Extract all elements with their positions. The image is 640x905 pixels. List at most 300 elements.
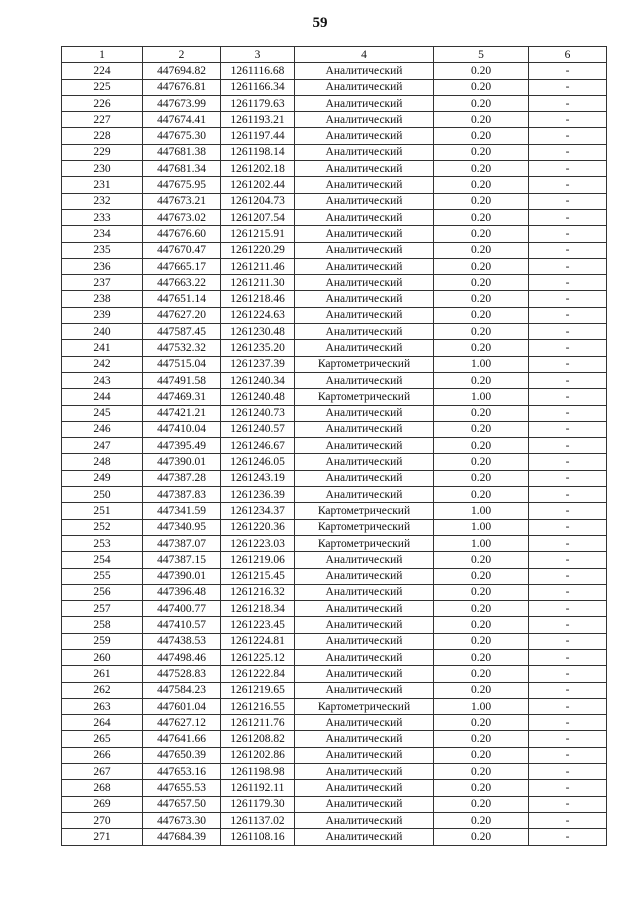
y-coordinate-cell: 1261246.05 bbox=[221, 454, 295, 470]
accuracy-cell: 0.20 bbox=[434, 829, 529, 845]
point-number-cell: 260 bbox=[62, 649, 143, 665]
accuracy-cell: 0.20 bbox=[434, 438, 529, 454]
y-coordinate-cell: 1261225.12 bbox=[221, 649, 295, 665]
x-coordinate-cell: 447515.04 bbox=[143, 356, 221, 372]
table-row bbox=[62, 552, 607, 568]
note-cell: - bbox=[529, 487, 607, 503]
point-number-cell: 248 bbox=[62, 454, 143, 470]
accuracy-cell: 0.20 bbox=[434, 405, 529, 421]
column-header-3: 3 bbox=[221, 47, 295, 63]
table-row bbox=[62, 340, 607, 356]
note-cell: - bbox=[529, 682, 607, 698]
accuracy-cell: 0.20 bbox=[434, 340, 529, 356]
table-row bbox=[62, 470, 607, 486]
table-row bbox=[62, 780, 607, 796]
method-cell: Аналитический bbox=[295, 307, 434, 323]
accuracy-cell: 0.20 bbox=[434, 552, 529, 568]
method-cell: Аналитический bbox=[295, 128, 434, 144]
column-header-5: 5 bbox=[434, 47, 529, 63]
y-coordinate-cell: 1261215.91 bbox=[221, 226, 295, 242]
point-number-cell: 247 bbox=[62, 438, 143, 454]
table-row bbox=[62, 617, 607, 633]
method-cell: Аналитический bbox=[295, 617, 434, 633]
table-row bbox=[62, 503, 607, 519]
method-cell: Аналитический bbox=[295, 209, 434, 225]
y-coordinate-cell: 1261220.36 bbox=[221, 519, 295, 535]
accuracy-cell: 1.00 bbox=[434, 519, 529, 535]
accuracy-cell: 0.20 bbox=[434, 177, 529, 193]
accuracy-cell: 0.20 bbox=[434, 275, 529, 291]
x-coordinate-cell: 447438.53 bbox=[143, 633, 221, 649]
y-coordinate-cell: 1261202.86 bbox=[221, 747, 295, 763]
x-coordinate-cell: 447673.02 bbox=[143, 209, 221, 225]
y-coordinate-cell: 1261202.18 bbox=[221, 161, 295, 177]
note-cell: - bbox=[529, 568, 607, 584]
point-number-cell: 239 bbox=[62, 307, 143, 323]
point-number-cell: 268 bbox=[62, 780, 143, 796]
note-cell: - bbox=[529, 731, 607, 747]
method-cell: Картометрический bbox=[295, 535, 434, 551]
table-row bbox=[62, 128, 607, 144]
accuracy-cell: 0.20 bbox=[434, 161, 529, 177]
table-row bbox=[62, 519, 607, 535]
x-coordinate-cell: 447387.07 bbox=[143, 535, 221, 551]
accuracy-cell: 0.20 bbox=[434, 812, 529, 828]
point-number-cell: 256 bbox=[62, 584, 143, 600]
accuracy-cell: 0.20 bbox=[434, 307, 529, 323]
point-number-cell: 259 bbox=[62, 633, 143, 649]
method-cell: Картометрический bbox=[295, 503, 434, 519]
table-row bbox=[62, 649, 607, 665]
table-row bbox=[62, 698, 607, 714]
note-cell: - bbox=[529, 470, 607, 486]
x-coordinate-cell: 447627.20 bbox=[143, 307, 221, 323]
y-coordinate-cell: 1261192.11 bbox=[221, 780, 295, 796]
point-number-cell: 241 bbox=[62, 340, 143, 356]
accuracy-cell: 0.20 bbox=[434, 63, 529, 79]
x-coordinate-cell: 447469.31 bbox=[143, 389, 221, 405]
table-row bbox=[62, 307, 607, 323]
method-cell: Аналитический bbox=[295, 242, 434, 258]
table-row bbox=[62, 796, 607, 812]
method-cell: Аналитический bbox=[295, 177, 434, 193]
method-cell: Аналитический bbox=[295, 291, 434, 307]
y-coordinate-cell: 1261234.37 bbox=[221, 503, 295, 519]
table-row bbox=[62, 291, 607, 307]
table-row bbox=[62, 372, 607, 388]
point-number-cell: 250 bbox=[62, 487, 143, 503]
x-coordinate-cell: 447670.47 bbox=[143, 242, 221, 258]
accuracy-cell: 0.20 bbox=[434, 715, 529, 731]
y-coordinate-cell: 1261230.48 bbox=[221, 324, 295, 340]
note-cell: - bbox=[529, 780, 607, 796]
table-row bbox=[62, 454, 607, 470]
x-coordinate-cell: 447674.41 bbox=[143, 112, 221, 128]
note-cell: - bbox=[529, 829, 607, 845]
point-number-cell: 228 bbox=[62, 128, 143, 144]
x-coordinate-cell: 447684.39 bbox=[143, 829, 221, 845]
table-row bbox=[62, 666, 607, 682]
y-coordinate-cell: 1261179.30 bbox=[221, 796, 295, 812]
x-coordinate-cell: 447657.50 bbox=[143, 796, 221, 812]
method-cell: Картометрический bbox=[295, 519, 434, 535]
method-cell: Аналитический bbox=[295, 747, 434, 763]
note-cell: - bbox=[529, 209, 607, 225]
method-cell: Аналитический bbox=[295, 666, 434, 682]
accuracy-cell: 0.20 bbox=[434, 568, 529, 584]
point-number-cell: 234 bbox=[62, 226, 143, 242]
method-cell: Аналитический bbox=[295, 780, 434, 796]
method-cell: Картометрический bbox=[295, 698, 434, 714]
point-number-cell: 243 bbox=[62, 372, 143, 388]
x-coordinate-cell: 447676.60 bbox=[143, 226, 221, 242]
note-cell: - bbox=[529, 275, 607, 291]
x-coordinate-cell: 447650.39 bbox=[143, 747, 221, 763]
y-coordinate-cell: 1261198.14 bbox=[221, 144, 295, 160]
method-cell: Аналитический bbox=[295, 438, 434, 454]
table-row bbox=[62, 112, 607, 128]
x-coordinate-cell: 447663.22 bbox=[143, 275, 221, 291]
point-number-cell: 230 bbox=[62, 161, 143, 177]
x-coordinate-cell: 447675.95 bbox=[143, 177, 221, 193]
accuracy-cell: 0.20 bbox=[434, 291, 529, 307]
point-number-cell: 233 bbox=[62, 209, 143, 225]
table-row bbox=[62, 747, 607, 763]
note-cell: - bbox=[529, 242, 607, 258]
column-header-2: 2 bbox=[143, 47, 221, 63]
x-coordinate-cell: 447665.17 bbox=[143, 258, 221, 274]
table-row bbox=[62, 258, 607, 274]
method-cell: Аналитический bbox=[295, 144, 434, 160]
accuracy-cell: 0.20 bbox=[434, 128, 529, 144]
y-coordinate-cell: 1261211.30 bbox=[221, 275, 295, 291]
x-coordinate-cell: 447410.57 bbox=[143, 617, 221, 633]
y-coordinate-cell: 1261218.34 bbox=[221, 601, 295, 617]
y-coordinate-cell: 1261197.44 bbox=[221, 128, 295, 144]
method-cell: Аналитический bbox=[295, 487, 434, 503]
accuracy-cell: 1.00 bbox=[434, 698, 529, 714]
coordinates-table bbox=[61, 46, 607, 846]
x-coordinate-cell: 447387.83 bbox=[143, 487, 221, 503]
note-cell: - bbox=[529, 617, 607, 633]
table-row bbox=[62, 584, 607, 600]
point-number-cell: 263 bbox=[62, 698, 143, 714]
accuracy-cell: 1.00 bbox=[434, 356, 529, 372]
accuracy-cell: 0.20 bbox=[434, 421, 529, 437]
method-cell: Аналитический bbox=[295, 649, 434, 665]
table-row bbox=[62, 79, 607, 95]
y-coordinate-cell: 1261216.32 bbox=[221, 584, 295, 600]
note-cell: - bbox=[529, 812, 607, 828]
x-coordinate-cell: 447673.30 bbox=[143, 812, 221, 828]
x-coordinate-cell: 447395.49 bbox=[143, 438, 221, 454]
table-body bbox=[62, 63, 607, 845]
y-coordinate-cell: 1261240.34 bbox=[221, 372, 295, 388]
table-row bbox=[62, 715, 607, 731]
x-coordinate-cell: 447681.38 bbox=[143, 144, 221, 160]
note-cell: - bbox=[529, 715, 607, 731]
accuracy-cell: 1.00 bbox=[434, 535, 529, 551]
note-cell: - bbox=[529, 128, 607, 144]
point-number-cell: 253 bbox=[62, 535, 143, 551]
table-row bbox=[62, 829, 607, 845]
method-cell: Аналитический bbox=[295, 829, 434, 845]
accuracy-cell: 0.20 bbox=[434, 372, 529, 388]
point-number-cell: 264 bbox=[62, 715, 143, 731]
point-number-cell: 270 bbox=[62, 812, 143, 828]
x-coordinate-cell: 447601.04 bbox=[143, 698, 221, 714]
note-cell: - bbox=[529, 519, 607, 535]
accuracy-cell: 0.20 bbox=[434, 666, 529, 682]
accuracy-cell: 0.20 bbox=[434, 747, 529, 763]
point-number-cell: 225 bbox=[62, 79, 143, 95]
note-cell: - bbox=[529, 438, 607, 454]
method-cell: Аналитический bbox=[295, 112, 434, 128]
x-coordinate-cell: 447387.28 bbox=[143, 470, 221, 486]
note-cell: - bbox=[529, 454, 607, 470]
y-coordinate-cell: 1261193.21 bbox=[221, 112, 295, 128]
method-cell: Аналитический bbox=[295, 715, 434, 731]
method-cell: Аналитический bbox=[295, 275, 434, 291]
y-coordinate-cell: 1261240.48 bbox=[221, 389, 295, 405]
y-coordinate-cell: 1261211.46 bbox=[221, 258, 295, 274]
y-coordinate-cell: 1261137.02 bbox=[221, 812, 295, 828]
point-number-cell: 236 bbox=[62, 258, 143, 274]
point-number-cell: 245 bbox=[62, 405, 143, 421]
note-cell: - bbox=[529, 258, 607, 274]
x-coordinate-cell: 447676.81 bbox=[143, 79, 221, 95]
point-number-cell: 254 bbox=[62, 552, 143, 568]
method-cell: Аналитический bbox=[295, 340, 434, 356]
method-cell: Аналитический bbox=[295, 731, 434, 747]
note-cell: - bbox=[529, 324, 607, 340]
accuracy-cell: 0.20 bbox=[434, 617, 529, 633]
table-row bbox=[62, 487, 607, 503]
y-coordinate-cell: 1261235.20 bbox=[221, 340, 295, 356]
y-coordinate-cell: 1261216.55 bbox=[221, 698, 295, 714]
point-number-cell: 269 bbox=[62, 796, 143, 812]
x-coordinate-cell: 447387.15 bbox=[143, 552, 221, 568]
x-coordinate-cell: 447641.66 bbox=[143, 731, 221, 747]
note-cell: - bbox=[529, 698, 607, 714]
table-row bbox=[62, 324, 607, 340]
table-row bbox=[62, 764, 607, 780]
x-coordinate-cell: 447584.23 bbox=[143, 682, 221, 698]
note-cell: - bbox=[529, 161, 607, 177]
point-number-cell: 232 bbox=[62, 193, 143, 209]
accuracy-cell: 0.20 bbox=[434, 796, 529, 812]
table-row bbox=[62, 633, 607, 649]
method-cell: Аналитический bbox=[295, 796, 434, 812]
point-number-cell: 240 bbox=[62, 324, 143, 340]
note-cell: - bbox=[529, 552, 607, 568]
accuracy-cell: 0.20 bbox=[434, 731, 529, 747]
y-coordinate-cell: 1261218.46 bbox=[221, 291, 295, 307]
method-cell: Аналитический bbox=[295, 79, 434, 95]
table-row bbox=[62, 63, 607, 79]
y-coordinate-cell: 1261179.63 bbox=[221, 95, 295, 111]
method-cell: Картометрический bbox=[295, 389, 434, 405]
y-coordinate-cell: 1261202.44 bbox=[221, 177, 295, 193]
note-cell: - bbox=[529, 95, 607, 111]
point-number-cell: 244 bbox=[62, 389, 143, 405]
note-cell: - bbox=[529, 796, 607, 812]
table-row bbox=[62, 226, 607, 242]
accuracy-cell: 0.20 bbox=[434, 242, 529, 258]
note-cell: - bbox=[529, 666, 607, 682]
accuracy-cell: 0.20 bbox=[434, 470, 529, 486]
y-coordinate-cell: 1261198.98 bbox=[221, 764, 295, 780]
note-cell: - bbox=[529, 503, 607, 519]
x-coordinate-cell: 447341.59 bbox=[143, 503, 221, 519]
x-coordinate-cell: 447498.46 bbox=[143, 649, 221, 665]
note-cell: - bbox=[529, 63, 607, 79]
accuracy-cell: 0.20 bbox=[434, 112, 529, 128]
point-number-cell: 249 bbox=[62, 470, 143, 486]
x-coordinate-cell: 447400.77 bbox=[143, 601, 221, 617]
x-coordinate-cell: 447651.14 bbox=[143, 291, 221, 307]
x-coordinate-cell: 447421.21 bbox=[143, 405, 221, 421]
method-cell: Аналитический bbox=[295, 812, 434, 828]
note-cell: - bbox=[529, 389, 607, 405]
y-coordinate-cell: 1261222.84 bbox=[221, 666, 295, 682]
method-cell: Аналитический bbox=[295, 258, 434, 274]
point-number-cell: 258 bbox=[62, 617, 143, 633]
point-number-cell: 251 bbox=[62, 503, 143, 519]
method-cell: Аналитический bbox=[295, 95, 434, 111]
x-coordinate-cell: 447653.16 bbox=[143, 764, 221, 780]
note-cell: - bbox=[529, 421, 607, 437]
accuracy-cell: 0.20 bbox=[434, 487, 529, 503]
table-row bbox=[62, 242, 607, 258]
accuracy-cell: 1.00 bbox=[434, 389, 529, 405]
point-number-cell: 224 bbox=[62, 63, 143, 79]
column-header-4: 4 bbox=[295, 47, 434, 63]
point-number-cell: 267 bbox=[62, 764, 143, 780]
x-coordinate-cell: 447532.32 bbox=[143, 340, 221, 356]
y-coordinate-cell: 1261246.67 bbox=[221, 438, 295, 454]
point-number-cell: 246 bbox=[62, 421, 143, 437]
accuracy-cell: 0.20 bbox=[434, 193, 529, 209]
method-cell: Аналитический bbox=[295, 764, 434, 780]
method-cell: Аналитический bbox=[295, 324, 434, 340]
accuracy-cell: 0.20 bbox=[434, 209, 529, 225]
method-cell: Аналитический bbox=[295, 372, 434, 388]
point-number-cell: 255 bbox=[62, 568, 143, 584]
note-cell: - bbox=[529, 601, 607, 617]
note-cell: - bbox=[529, 340, 607, 356]
y-coordinate-cell: 1261237.39 bbox=[221, 356, 295, 372]
method-cell: Аналитический bbox=[295, 193, 434, 209]
method-cell: Аналитический bbox=[295, 161, 434, 177]
table-row bbox=[62, 812, 607, 828]
method-cell: Аналитический bbox=[295, 584, 434, 600]
x-coordinate-cell: 447627.12 bbox=[143, 715, 221, 731]
method-cell: Аналитический bbox=[295, 601, 434, 617]
method-cell: Аналитический bbox=[295, 63, 434, 79]
point-number-cell: 227 bbox=[62, 112, 143, 128]
accuracy-cell: 0.20 bbox=[434, 584, 529, 600]
table-header-row bbox=[62, 47, 607, 63]
note-cell: - bbox=[529, 144, 607, 160]
note-cell: - bbox=[529, 193, 607, 209]
y-coordinate-cell: 1261224.81 bbox=[221, 633, 295, 649]
table-row bbox=[62, 601, 607, 617]
accuracy-cell: 0.20 bbox=[434, 79, 529, 95]
y-coordinate-cell: 1261108.16 bbox=[221, 829, 295, 845]
x-coordinate-cell: 447587.45 bbox=[143, 324, 221, 340]
y-coordinate-cell: 1261166.34 bbox=[221, 79, 295, 95]
method-cell: Аналитический bbox=[295, 421, 434, 437]
column-header-1: 1 bbox=[62, 47, 143, 63]
point-number-cell: 238 bbox=[62, 291, 143, 307]
table-row bbox=[62, 421, 607, 437]
accuracy-cell: 0.20 bbox=[434, 764, 529, 780]
y-coordinate-cell: 1261215.45 bbox=[221, 568, 295, 584]
accuracy-cell: 0.20 bbox=[434, 226, 529, 242]
column-header-6: 6 bbox=[529, 47, 607, 63]
note-cell: - bbox=[529, 356, 607, 372]
table-row bbox=[62, 389, 607, 405]
accuracy-cell: 0.20 bbox=[434, 454, 529, 470]
point-number-cell: 266 bbox=[62, 747, 143, 763]
note-cell: - bbox=[529, 112, 607, 128]
table-row bbox=[62, 161, 607, 177]
note-cell: - bbox=[529, 226, 607, 242]
table-row bbox=[62, 209, 607, 225]
method-cell: Аналитический bbox=[295, 682, 434, 698]
point-number-cell: 242 bbox=[62, 356, 143, 372]
x-coordinate-cell: 447390.01 bbox=[143, 568, 221, 584]
point-number-cell: 226 bbox=[62, 95, 143, 111]
x-coordinate-cell: 447528.83 bbox=[143, 666, 221, 682]
y-coordinate-cell: 1261224.63 bbox=[221, 307, 295, 323]
point-number-cell: 237 bbox=[62, 275, 143, 291]
point-number-cell: 229 bbox=[62, 144, 143, 160]
x-coordinate-cell: 447340.95 bbox=[143, 519, 221, 535]
note-cell: - bbox=[529, 405, 607, 421]
y-coordinate-cell: 1261240.73 bbox=[221, 405, 295, 421]
point-number-cell: 265 bbox=[62, 731, 143, 747]
note-cell: - bbox=[529, 649, 607, 665]
point-number-cell: 252 bbox=[62, 519, 143, 535]
accuracy-cell: 0.20 bbox=[434, 324, 529, 340]
note-cell: - bbox=[529, 79, 607, 95]
table-row bbox=[62, 144, 607, 160]
table-row bbox=[62, 535, 607, 551]
x-coordinate-cell: 447673.21 bbox=[143, 193, 221, 209]
x-coordinate-cell: 447694.82 bbox=[143, 63, 221, 79]
accuracy-cell: 0.20 bbox=[434, 633, 529, 649]
y-coordinate-cell: 1261220.29 bbox=[221, 242, 295, 258]
x-coordinate-cell: 447410.04 bbox=[143, 421, 221, 437]
method-cell: Аналитический bbox=[295, 552, 434, 568]
accuracy-cell: 0.20 bbox=[434, 144, 529, 160]
point-number-cell: 271 bbox=[62, 829, 143, 845]
x-coordinate-cell: 447673.99 bbox=[143, 95, 221, 111]
table-row bbox=[62, 568, 607, 584]
y-coordinate-cell: 1261204.73 bbox=[221, 193, 295, 209]
table-row bbox=[62, 682, 607, 698]
y-coordinate-cell: 1261236.39 bbox=[221, 487, 295, 503]
note-cell: - bbox=[529, 177, 607, 193]
page-number: 59 bbox=[312, 15, 328, 31]
x-coordinate-cell: 447396.48 bbox=[143, 584, 221, 600]
table-row bbox=[62, 731, 607, 747]
point-number-cell: 231 bbox=[62, 177, 143, 193]
y-coordinate-cell: 1261211.76 bbox=[221, 715, 295, 731]
accuracy-cell: 0.20 bbox=[434, 258, 529, 274]
